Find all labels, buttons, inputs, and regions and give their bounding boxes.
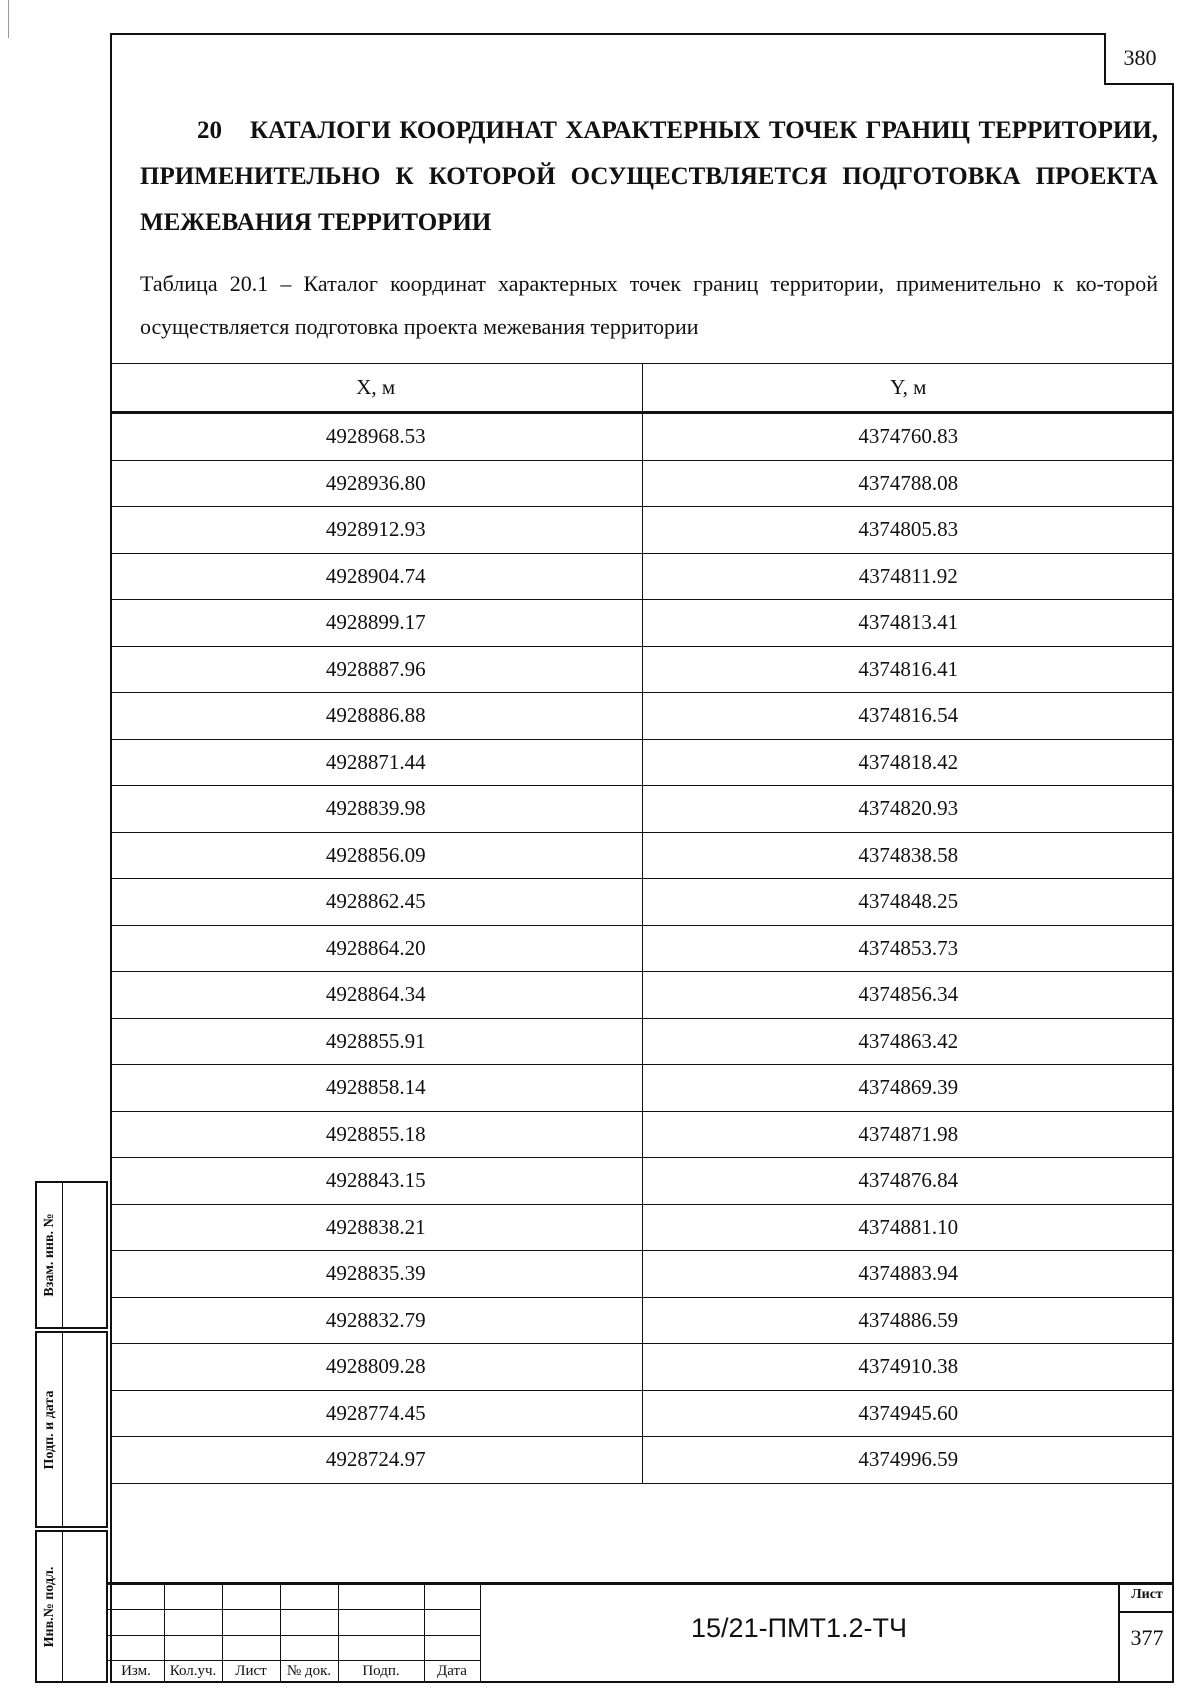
cell-y: 4374760.83 [642, 413, 1174, 461]
cell-y: 4374871.98 [642, 1111, 1174, 1158]
table-row [110, 553, 1174, 600]
coordinates-table [110, 363, 1174, 1484]
cell-y: 4374813.41 [642, 600, 1174, 647]
cell-y: 4374863.42 [642, 1018, 1174, 1065]
sheet-box [1118, 1585, 1174, 1683]
stamp-label-list: Лист [235, 1663, 267, 1679]
table-row [110, 600, 1174, 647]
cell-y: 4374816.41 [642, 646, 1174, 693]
cell-y: 4374881.10 [642, 1204, 1174, 1251]
cell-y: 4374910.38 [642, 1344, 1174, 1391]
table-header-row [110, 364, 1174, 413]
cell-x: 4928871.44 [110, 739, 642, 786]
table-row [110, 925, 1174, 972]
stamp-label-ndok: № док. [286, 1663, 332, 1679]
table-row [110, 1297, 1174, 1344]
cell-x: 4928968.53 [110, 413, 642, 461]
table-row [110, 1251, 1174, 1298]
table-body [110, 413, 1174, 1484]
scan-margin-mark [8, 0, 9, 38]
cell-x: 4928809.28 [110, 1344, 642, 1391]
cell-x: 4928858.14 [110, 1065, 642, 1112]
table-row [110, 879, 1174, 926]
cell-y: 4374876.84 [642, 1158, 1174, 1205]
side-label-podp: Подп. и дата [41, 1390, 57, 1469]
cell-y: 4374838.58 [642, 832, 1174, 879]
table-row [110, 1065, 1174, 1112]
side-stamp-podp [35, 1331, 108, 1528]
cell-y: 4374788.08 [642, 460, 1174, 507]
cell-x: 4928835.39 [110, 1251, 642, 1298]
table-row [110, 460, 1174, 507]
table-row [110, 1018, 1174, 1065]
cell-y: 4374856.34 [642, 972, 1174, 1019]
cell-y: 4374811.92 [642, 553, 1174, 600]
cell-y: 4374820.93 [642, 786, 1174, 833]
table-caption: Таблица 20.1 – Каталог координат характерных точек границ территории, применительно к ко-торой осуществляется подготовка проекта межевания территории [140, 271, 1158, 339]
table-row [110, 972, 1174, 1019]
table-row [110, 507, 1174, 554]
stamp-label-koluch: Кол.уч. [169, 1663, 217, 1679]
cell-y: 4374869.39 [642, 1065, 1174, 1112]
cell-x: 4928855.91 [110, 1018, 642, 1065]
cell-y: 4374818.42 [642, 739, 1174, 786]
coordinates-table-wrap [110, 363, 1174, 1484]
cell-x: 4928886.88 [110, 693, 642, 740]
header-x: X, м [110, 364, 642, 413]
corner-page-number: 380 [1104, 33, 1174, 85]
sheet-number: 377 [1130, 1625, 1164, 1650]
header-y: Y, м [642, 364, 1174, 413]
table-row [110, 739, 1174, 786]
section-title: КАТАЛОГИ КООРДИНАТ ХАРАКТЕРНЫХ ТОЧЕК ГРАНИЦ ТЕРРИТОРИИ, ПРИМЕНИТЕЛЬНО К КОТОРОЙ ОСУЩЕСТВЛЯЕТСЯ ПОДГОТОВКА ПРОЕКТА МЕЖЕВАНИЯ ТЕРРИТОРИИ [140, 117, 1158, 236]
side-label-vzam: Взам. инв. № [41, 1213, 57, 1297]
cell-y: 4374816.54 [642, 693, 1174, 740]
side-stamp-vzam [35, 1181, 108, 1329]
side-stamp-inv [35, 1530, 108, 1683]
cell-x: 4928936.80 [110, 460, 642, 507]
cell-x: 4928838.21 [110, 1204, 642, 1251]
cell-x: 4928864.20 [110, 925, 642, 972]
cell-x: 4928839.98 [110, 786, 642, 833]
cell-y: 4374883.94 [642, 1251, 1174, 1298]
stamp-label-izm: Изм. [121, 1663, 151, 1679]
cell-x: 4928904.74 [110, 553, 642, 600]
table-row [110, 1344, 1174, 1391]
table-row [110, 1158, 1174, 1205]
document-code: 15/21-ПМТ1.2-ТЧ [691, 1613, 907, 1643]
table-row [110, 1437, 1174, 1484]
section-heading [140, 108, 1158, 246]
cell-x: 4928724.97 [110, 1437, 642, 1484]
cell-x: 4928855.18 [110, 1111, 642, 1158]
title-block [108, 1582, 1174, 1683]
cell-x: 4928832.79 [110, 1297, 642, 1344]
table-row [110, 1204, 1174, 1251]
table-row [110, 693, 1174, 740]
table-row [110, 646, 1174, 693]
cell-x: 4928864.34 [110, 972, 642, 1019]
section-number: 20 [197, 117, 222, 144]
stamp-label-data: Дата [437, 1663, 467, 1679]
cell-y: 4374805.83 [642, 507, 1174, 554]
table-row [110, 1390, 1174, 1437]
cell-x: 4928899.17 [110, 600, 642, 647]
cell-x: 4928856.09 [110, 832, 642, 879]
side-label-inv: Инв.№ подл. [41, 1566, 57, 1647]
cell-y: 4374848.25 [642, 879, 1174, 926]
table-row [110, 1111, 1174, 1158]
cell-y: 4374996.59 [642, 1437, 1174, 1484]
cell-x: 4928912.93 [110, 507, 642, 554]
cell-x: 4928774.45 [110, 1390, 642, 1437]
sheet-label: Лист [1131, 1587, 1163, 1602]
cell-y: 4374853.73 [642, 925, 1174, 972]
cell-x: 4928843.15 [110, 1158, 642, 1205]
cell-x: 4928862.45 [110, 879, 642, 926]
table-row [110, 786, 1174, 833]
table-row [110, 832, 1174, 879]
stamp-label-podp: Подп. [362, 1663, 400, 1679]
cell-y: 4374945.60 [642, 1390, 1174, 1437]
table-row [110, 413, 1174, 461]
cell-x: 4928887.96 [110, 646, 642, 693]
cell-y: 4374886.59 [642, 1297, 1174, 1344]
